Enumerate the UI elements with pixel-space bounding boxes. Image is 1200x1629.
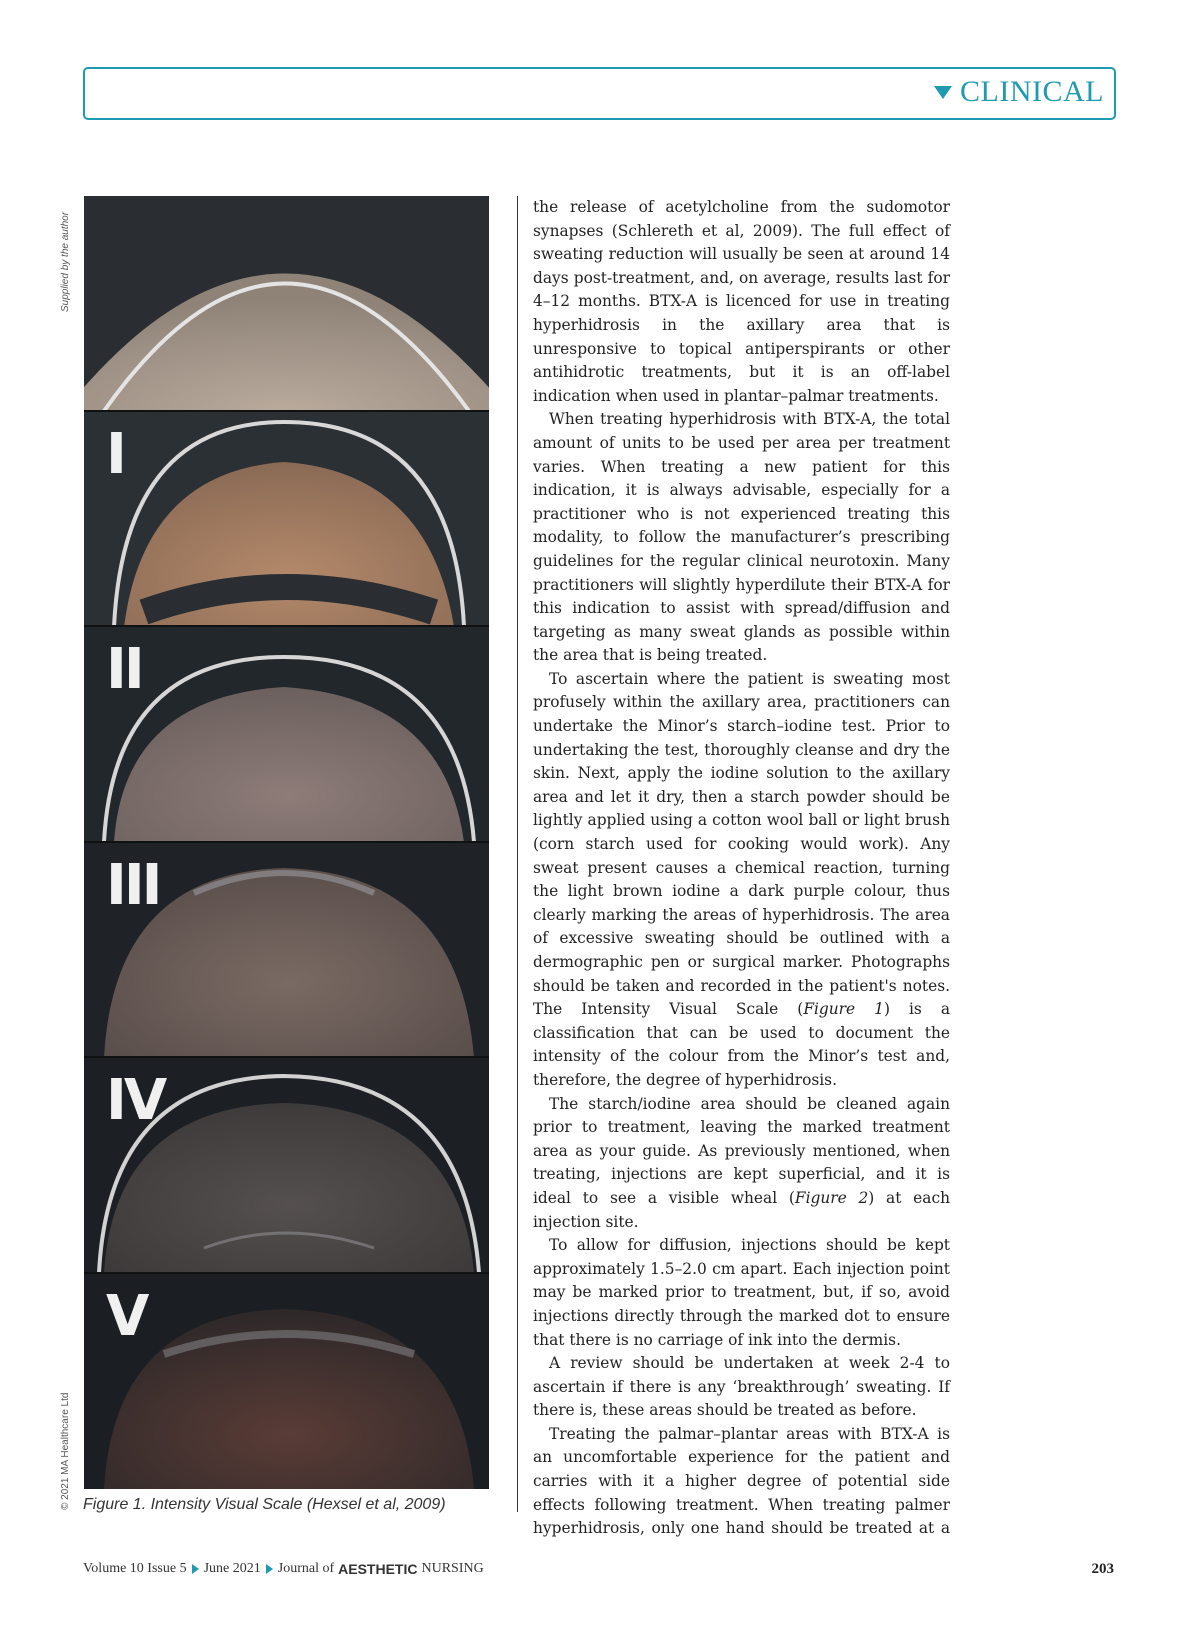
triangle-down-icon	[934, 86, 952, 99]
section-label	[934, 75, 1104, 109]
page-number: 203	[1091, 1561, 1114, 1577]
paragraph-2: When treating hyperhidrosis with BTX-A, the total amount of units to be used per area per treatment varies. When treating a new patient for this indication, it is always advisable, especially for a practitioner who is not experienced treating this modality, to follow the manufacturer’s prescribing guidelines for the regular clinical neurotoxin. Many practitioners will slightly hyperdilute their BTX-A for this indication to assist with spread/diffusion and targeting as many sweat glands as possible within the area that is being treated.	[533, 410, 950, 665]
paragraph-4-text-a: The starch/iodine area should be cleaned again prior to treatment, leaving the marked treatment area as your guide. As previously mentioned, when treating, injections are kept superficial, and it is ideal to see a visible wheal (	[533, 1094, 950, 1207]
paragraph-3-text-a: To ascertain where the patient is sweating most profusely within the axillary area, practitioners can undertake the Minor’s starch–iodine test. Prior to undertaking the test, thoroughly cleanse and dry the skin. Next, apply the iodine solution to the axillary area and let it dry, then a starch powder should be lightly applied using a cotton wool ball or light brush (corn starch used for cooking would work). Any sweat present causes a chemical reaction, turning the light brown iodine a dark purple colour, thus clearly marking the areas of hyperhidrosis. The area of excessive sweating should be outlined with a dermographic pen or surgical marker. Photographs should be taken and recorded in the patient's notes. The Intensity Visual Scale (	[533, 669, 950, 1019]
article-body	[533, 196, 950, 1541]
scale-numeral-5: V	[106, 1283, 147, 1349]
figure-2-reference[interactable]: Figure 2	[794, 1188, 869, 1207]
scale-numeral-2: II	[106, 637, 142, 702]
figure-1-reference[interactable]: Figure 1	[803, 1000, 884, 1019]
figure-panel-3	[84, 843, 489, 1059]
paragraph-3-text-b: ) is a classification that can be used to document the intensity of the colour from the Minor’s test and, therefore, the degree of hyperhidrosis.	[533, 1000, 950, 1089]
footer-journal-prefix: Journal of	[277, 1561, 335, 1576]
figure-panel-0	[84, 196, 489, 412]
paragraph-3	[533, 668, 950, 1093]
scale-numeral-4: IV	[106, 1068, 165, 1133]
footer-journal-tail: NURSING	[421, 1561, 484, 1576]
paragraph-6: A review should be undertaken at week 2-4 to ascertain if there is any ‘breakthrough’ sweating. If there is, these areas should be treated as before.	[533, 1354, 950, 1420]
photo-credit: Supplied by the author	[60, 211, 71, 312]
column-rule	[517, 196, 518, 1512]
scale-numeral-3: III	[106, 852, 160, 918]
figure-panel-5	[84, 1274, 489, 1490]
page-footer	[83, 1561, 484, 1577]
footer-arrow-icon	[266, 1564, 273, 1574]
footer-arrow-icon	[192, 1564, 199, 1574]
paragraph-5: To allow for diffusion, injections should be kept approximately 1.5–2.0 cm apart. Each injection point may be marked prior to treatment, but, if so, avoid injections directly through the marked dot to ensure that there is no carriage of ink into the dermis.	[533, 1236, 950, 1349]
figure-panel-4	[84, 1058, 489, 1274]
figure-panel-1	[84, 412, 489, 628]
paragraph-4-text-b: ) at each injection site.	[533, 1188, 950, 1231]
copyright-notice: © 2021 MA Healthcare Ltd	[60, 1392, 71, 1510]
paragraph-4	[533, 1093, 950, 1235]
section-title: CLINICAL	[960, 75, 1104, 108]
footer-date: June 2021	[203, 1561, 261, 1576]
figure-panel-2	[84, 627, 489, 843]
scale-numeral-1: I	[106, 421, 124, 487]
figure-caption: Figure 1. Intensity Visual Scale (Hexsel et al, 2009)	[83, 1496, 446, 1513]
intensity-scale-figure	[84, 196, 489, 1489]
section-header-box	[83, 67, 1116, 120]
paragraph-7: Treating the palmar–plantar areas with BTX-A is an uncomfortable experience for the patient and carries with it a higher degree of potential side effects following treatment. When treating palmer hyperhidrosis, only one hand should be treated at a	[533, 1424, 950, 1538]
footer-journal-strong: AESTHETIC	[338, 1561, 418, 1577]
paragraph-1: the release of acetylcholine from the sudomotor synapses (Schlereth et al, 2009). The full effect of sweating reduction will usually be seen at around 14 days post-treatment, and, on average, results last for 4–12 months. BTX-A is licenced for use in treating hyperhidrosis in the axillary area that is unresponsive to topical antiperspirants or other antihidrotic treatments, but it is an off-label indication when used in plantar–palmar treatments.	[533, 198, 950, 405]
footer-volume: Volume 10 Issue 5	[83, 1561, 187, 1576]
